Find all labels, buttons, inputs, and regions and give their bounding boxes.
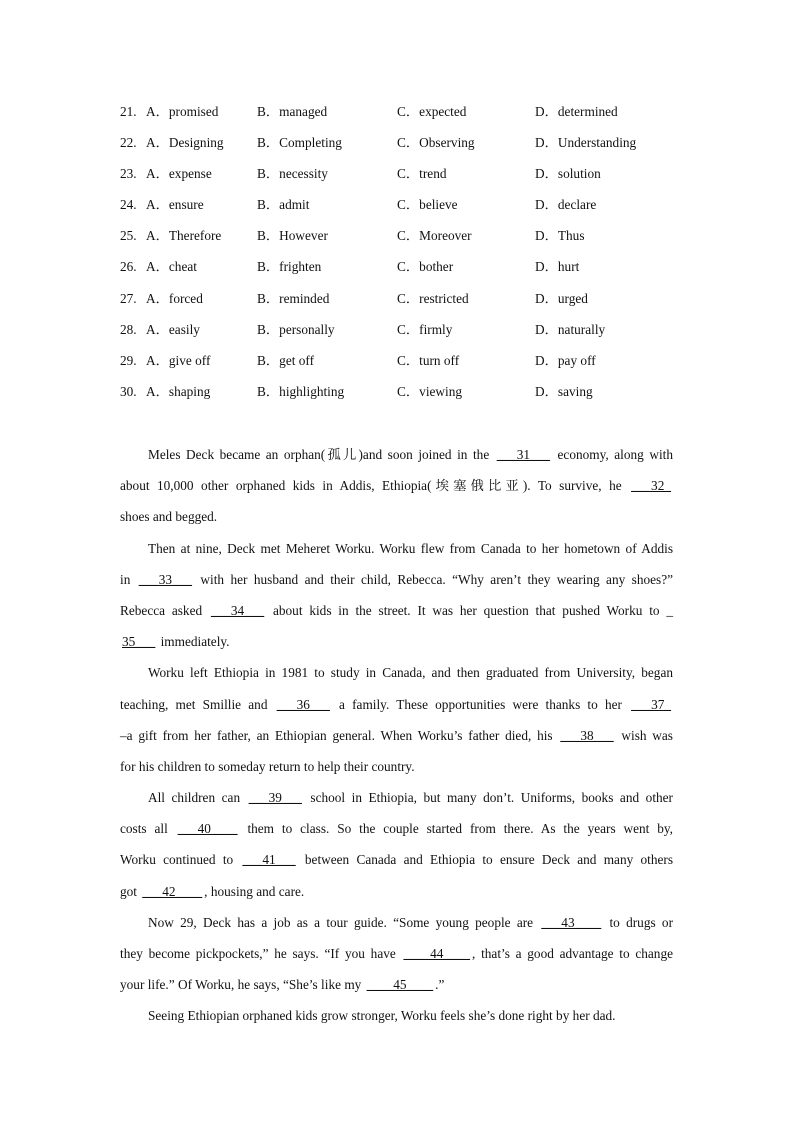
option-a: A．shaping — [146, 383, 211, 399]
passage-line — [120, 849, 673, 880]
passage-line — [120, 974, 673, 1005]
passage-text: between Canada and Ethiopia to ensure Deck and many others — [304, 852, 673, 868]
passage-text: , that’s a good advantage to change — [472, 946, 674, 961]
option-c: C．turn off — [397, 352, 460, 368]
option-d: D．solution — [535, 166, 601, 182]
question-number: 23. — [120, 166, 137, 182]
question-number: 22. — [120, 135, 137, 151]
passage-line — [120, 631, 673, 662]
blank-44: ____44____ — [403, 946, 471, 961]
passage-line — [120, 756, 673, 787]
option-b: B．frighten — [257, 259, 322, 275]
option-a: A．ensure — [146, 197, 204, 213]
passage-text: , housing and care. — [204, 883, 305, 899]
option-c: C．trend — [397, 166, 447, 182]
option-d: D．naturally — [535, 321, 606, 337]
passage-text: them to class. So the couple started from there. As the years went by, — [247, 821, 674, 837]
passage-line — [120, 444, 673, 475]
cloze-passage — [120, 444, 673, 1037]
passage-line — [120, 475, 673, 506]
blank-41: ___41___ — [242, 852, 296, 868]
question-number: 25. — [120, 228, 137, 244]
passage-text: for his children to someday return to help their country. — [120, 758, 415, 774]
blank-45: ____45____ — [366, 977, 434, 993]
passage-text: Worku continued to — [120, 852, 234, 868]
blank-31: ___31___ — [496, 447, 550, 462]
blank-36: ___36___ — [276, 696, 330, 712]
passage-line — [120, 787, 673, 818]
passage-line — [120, 943, 673, 974]
passage-text: a family. These opportunities were thanks to her — [339, 696, 622, 712]
option-b: B．necessity — [257, 166, 328, 182]
passage-text: costs all — [120, 821, 168, 837]
passage-line — [120, 881, 673, 912]
question-number: 29. — [120, 352, 137, 368]
option-c: C．expected — [397, 104, 467, 119]
passage-text: school in Ethiopia, but many don’t. Uniforms, books and other — [310, 790, 673, 806]
passage-text: Seeing Ethiopian orphaned kids grow stronger, Worku feels she’s done right by her dad. — [148, 1008, 616, 1024]
passage-text: immediately. — [160, 634, 230, 650]
blank-40: ___40____ — [177, 821, 238, 837]
passage-text: –a gift from her father, an Ethiopian general. When Worku’s father died, his — [120, 727, 553, 743]
question-number: 27. — [120, 290, 137, 306]
passage-text: economy, along with — [557, 447, 674, 462]
option-a: A．give off — [146, 352, 211, 368]
option-b: B．get off — [257, 352, 314, 368]
option-c: C．viewing — [397, 383, 463, 399]
option-d: D．urged — [535, 290, 588, 306]
option-a: A．promised — [146, 104, 219, 119]
passage-text: .” — [435, 977, 445, 993]
passage-text: wish was — [621, 727, 673, 743]
blank-39: ___39___ — [248, 790, 302, 806]
option-b: B．Completing — [257, 135, 342, 151]
option-d: D．Understanding — [535, 135, 637, 151]
question-number: 21. — [120, 104, 137, 119]
passage-text: teaching, met Smillie and — [120, 696, 268, 712]
passage-text: shoes and begged. — [120, 509, 218, 525]
option-c: C．believe — [397, 197, 458, 213]
passage-line — [120, 912, 673, 943]
passage-text: Then at nine, Deck met Meheret Worku. Worku flew from Canada to her hometown of Addis — [148, 540, 673, 556]
passage-text: Meles Deck became an orphan(孤儿)and soon joined in the — [148, 447, 490, 462]
blank-42: ___42____ — [142, 883, 203, 899]
blank-43: ___43____ — [541, 914, 602, 930]
option-d: D．hurt — [535, 259, 580, 275]
passage-text: got — [120, 883, 137, 899]
blank-32: ___32_ — [631, 478, 671, 494]
option-d: D．determined — [535, 104, 618, 119]
passage-line — [120, 725, 673, 756]
passage-text: about 10,000 other orphaned kids in Addis, Ethiopia(埃塞俄比亚). To survive, he — [120, 478, 622, 494]
option-b: B．reminded — [257, 290, 330, 306]
passage-line — [120, 662, 673, 693]
option-c: C．restricted — [397, 290, 469, 306]
passage-text: Rebecca asked — [120, 602, 203, 618]
option-a: A．Designing — [146, 135, 224, 151]
passage-text: about kids in the street. It was her question that pushed Worku to _ — [272, 602, 674, 618]
question-number: 30. — [120, 383, 137, 399]
blank-33: ___33___ — [138, 571, 192, 587]
passage-text: they become pickpockets,” he says. “If you have — [120, 946, 396, 961]
passage-line — [120, 694, 673, 725]
passage-line — [120, 818, 673, 849]
passage-line — [120, 600, 673, 631]
option-b: B．However — [257, 228, 328, 244]
option-b: B．admit — [257, 197, 310, 213]
question-number: 26. — [120, 259, 137, 275]
option-d: D．pay off — [535, 352, 596, 368]
passage-line — [120, 538, 673, 569]
option-a: A．easily — [146, 321, 200, 337]
option-a: A．Therefore — [146, 228, 222, 244]
passage-line — [120, 569, 673, 600]
passage-text: your life.” Of Worku, he says, “She’s like my — [120, 977, 362, 993]
option-c: C．bother — [397, 259, 454, 275]
option-b: B．highlighting — [257, 383, 345, 399]
blank-38: ___38___ — [560, 727, 614, 743]
passage-text: with her husband and their child, Rebecca. “Why aren’t they wearing any shoes?” — [200, 571, 674, 587]
passage-line — [120, 506, 673, 537]
passage-line — [120, 1005, 673, 1036]
passage-text: Worku left Ethiopia in 1981 to study in Canada, and then graduated from University, began — [148, 665, 673, 681]
option-b: B．personally — [257, 321, 335, 337]
option-c: C．firmly — [397, 321, 453, 337]
passage-text: in — [120, 571, 131, 587]
option-d: D．saving — [535, 383, 593, 399]
option-a: A．expense — [146, 166, 212, 182]
blank-34: ___34___ — [210, 602, 265, 618]
passage-text: All children can — [148, 790, 241, 806]
question-number: 28. — [120, 321, 137, 337]
option-d: D．declare — [535, 197, 597, 213]
option-a: A．cheat — [146, 259, 197, 275]
passage-text: Now 29, Deck has a job as a tour guide. “Some young people are — [148, 914, 534, 930]
blank-35: 35___ — [122, 634, 156, 650]
option-b: B．managed — [257, 104, 328, 119]
option-c: C．Moreover — [397, 228, 472, 244]
option-d: D．Thus — [535, 228, 585, 244]
question-number: 24. — [120, 197, 137, 213]
passage-text: to drugs or — [609, 914, 673, 930]
option-c: C．Observing — [397, 135, 475, 151]
option-a: A．forced — [146, 290, 203, 306]
blank-37: ___37_ — [631, 696, 672, 712]
